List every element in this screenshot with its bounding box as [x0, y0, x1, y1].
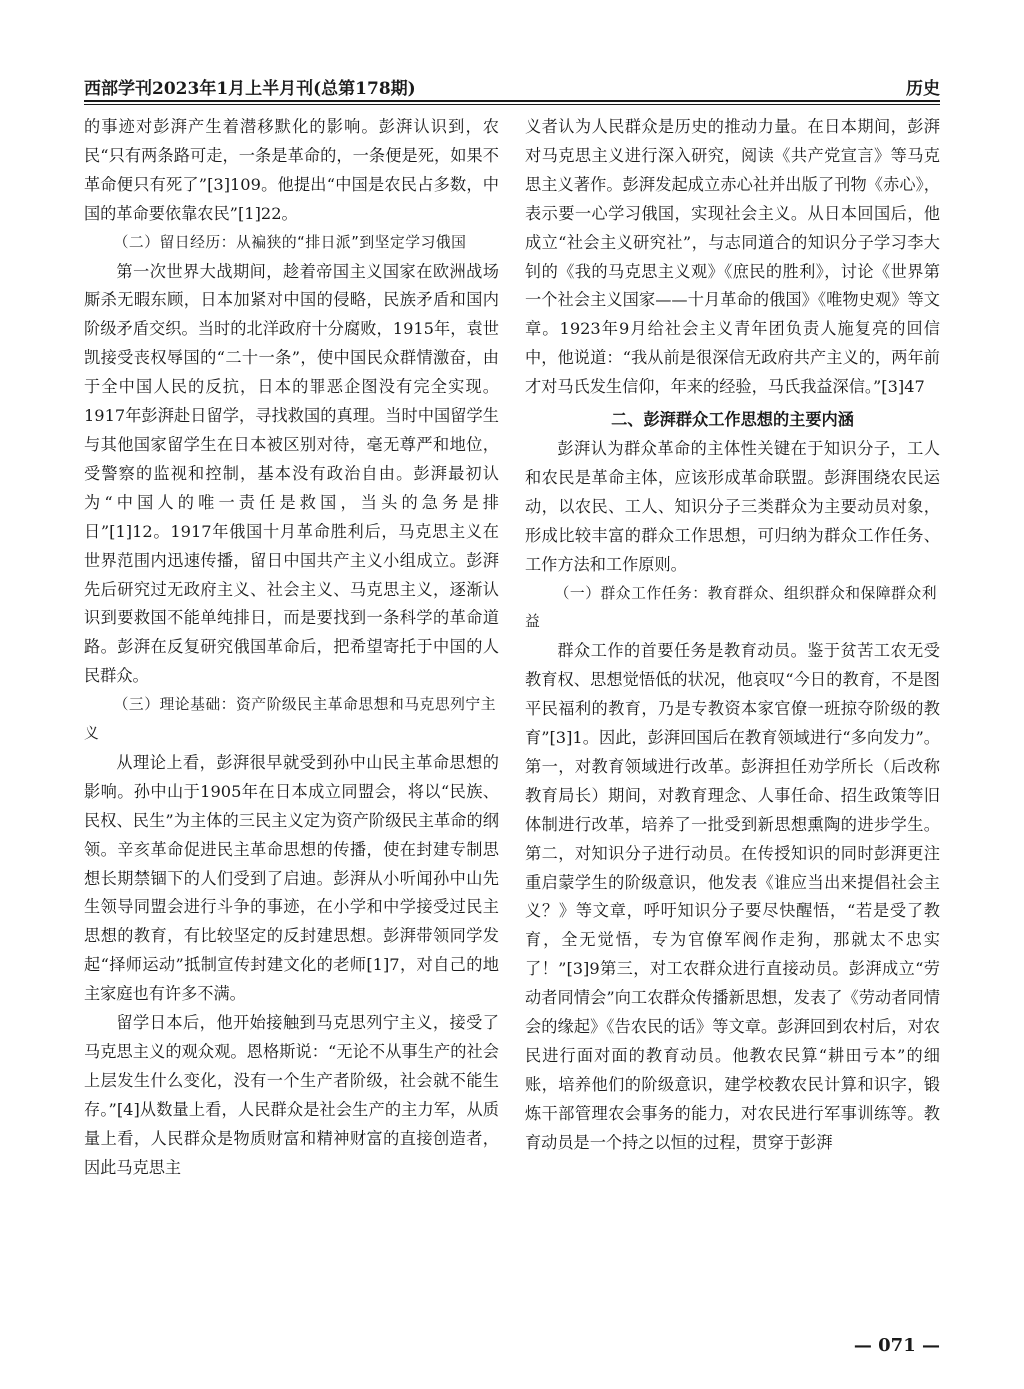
- left-column: [84, 113, 499, 1183]
- page-number: — 071 —: [853, 1335, 940, 1356]
- paragraph: 从理论上看，彭湃很早就受到孙中山民主革命思想的影响。孙中山于1905年在日本成立同盟会，将以“民族、民权、民生”为主体的三民主义定为资产阶级民主革命的纲领。辛亥革命促进民主革命思想的传播，使在封建专制思想长期禁锢下的人们受到了启迪。彭湃从小听闻孙中山先生领导同盟会进行斗争的事迹，在小学和中学接受过民主思想的教育，有比较坚定的反封建思想。彭湃带领同学发起“择师运动”抵制宣传封建文化的老师[1]7，对自己的地主家庭也有许多不满。: [84, 752, 499, 1004]
- subheading-tasks: （一）群众工作任务：教育群众、组织群众和保障群众利益: [525, 584, 938, 631]
- subheading-theory: （三）理论基础：资产阶级民主革命思想和马克思列宁主义: [84, 696, 497, 743]
- header-rule-thick: [84, 100, 940, 102]
- section-label: 历史: [906, 79, 940, 99]
- journal-title: 西部学刊2023年1月上半月刊(总第178期): [84, 79, 416, 99]
- running-header: [84, 74, 940, 100]
- section-heading: 二、彭湃群众工作思想的主要内涵: [611, 410, 854, 430]
- paragraph: 留学日本后，他开始接触到马克思列宁主义，接受了马克思主义的观众观。恩格斯说：“无论不从事生产的社会上层发生什么变化，没有一个生产者阶级，社会就不能生存。”[4]从数量上看，人民群众是社会生产的主力军，从质量上看，人民群众是物质财富和精神财富的直接创造者，因此马克思主: [84, 1013, 499, 1177]
- paragraph: 群众工作的首要任务是教育动员。鉴于贫苦工农无受教育权、思想觉悟低的状况，他哀叹“今日的教育，不是图平民福利的教育，乃是专教资本家官僚一班掠夺阶级的教育”[3]1。因此，彭湃回国后在教育领域进行“多向发力”。第一，对教育领域进行改革。彭湃担任劝学所长（后改称教育局长）期间，对教育理念、人事任命、招生政策等旧体制进行改革，培养了一批受到新思想熏陶的进步学生。第二，对知识分子进行动员。在传授知识的同时彭湃更注重启蒙学生的阶级意识，他发表《谁应当出来提倡社会主义？》等文章，呼吁知识分子要尽快醒悟，“若是受了教育，全无觉悟，专为官僚军阀作走狗，那就太不忠实了！”[3]9第三，对工农群众进行直接动员。彭湃成立“劳动者同情会”向工农群众传播新思想，发表了《劳动者同情会的缘起》《告农民的话》等文章。彭湃回到农村后，对农民进行面对面的教育动员。他教农民算“耕田亏本”的细账，培养他们的阶级意识，建学校教农民计算和识字，锻炼干部管理农会事务的能力，对农民进行军事训练等。教育动员是一个持之以恒的过程，贯穿于彭湃: [525, 641, 940, 1152]
- paragraph: 义者认为人民群众是历史的推动力量。在日本期间，彭湃对马克思主义进行深入研究，阅读《共产党宣言》等马克思主义著作。彭湃发起成立赤心社并出版了刊物《赤心》，表示要一心学习俄国，实现社会主义。从日本回国后，他成立“社会主义研究社”，与志同道合的知识分子学习李大钊的《我的马克思主义观》《庶民的胜利》，讨论《世界第一个社会主义国家——十月革命的俄国》《唯物史观》等文章。1923年9月给社会主义青年团负责人施复亮的回信中，他说道：“我从前是很深信无政府共产主义的，两年前才对马氏发生信仰，年来的经验，马氏我益深信。”[3]47: [525, 117, 940, 397]
- right-column: [525, 113, 940, 1158]
- paragraph: 彭湃认为群众革命的主体性关键在于知识分子，工人和农民是革命主体，应该形成革命联盟。彭湃围绕农民运动，以农民、工人、知识分子三类群众为主要动员对象，形成比较丰富的群众工作思想，可归纳为群众工作任务、工作方法和工作原则。: [525, 438, 940, 574]
- paragraph: 第一次世界大战期间，趁着帝国主义国家在欧洲战场厮杀无暇东顾，日本加紧对中国的侵略，民族矛盾和国内阶级矛盾交织。当时的北洋政府十分腐败，1915年，袁世凯接受丧权辱国的“二十一条”，使中国民众群情激奋，由于全中国人民的反抗，日本的罪恶企图没有完全实现。1917年彭湃赴日留学，寻找救国的真理。当时中国留学生与其他国家留学生在日本被区别对待，毫无尊严和地位，受警察的监视和控制，基本没有政治自由。彭湃最初认为“中国人的唯一责任是救国，当头的急务是排日”[1]12。1917年俄国十月革命胜利后，马克思主义在世界范围内迅速传播，留日中国共产主义小组成立。彭湃先后研究过无政府主义、社会主义、马克思主义，逐渐认识到要救国不能单纯排日，而是要找到一条科学的革命道路。彭湃在反复研究俄国革命后，把希望寄托于中国的人民群众。: [84, 261, 499, 686]
- header-rule-thin: [84, 104, 940, 105]
- subheading-study-abroad: （二）留日经历：从褊狭的“排日派”到坚定学习俄国: [113, 233, 467, 251]
- paragraph: 的事迹对彭湃产生着潜移默化的影响。彭湃认识到，农民“只有两条路可走，一条是革命的，一条便是死，如果不革命便只有死了”[3]109。他提出“中国是农民占多数，中国的革命要依靠农民”[1]22。: [84, 117, 499, 223]
